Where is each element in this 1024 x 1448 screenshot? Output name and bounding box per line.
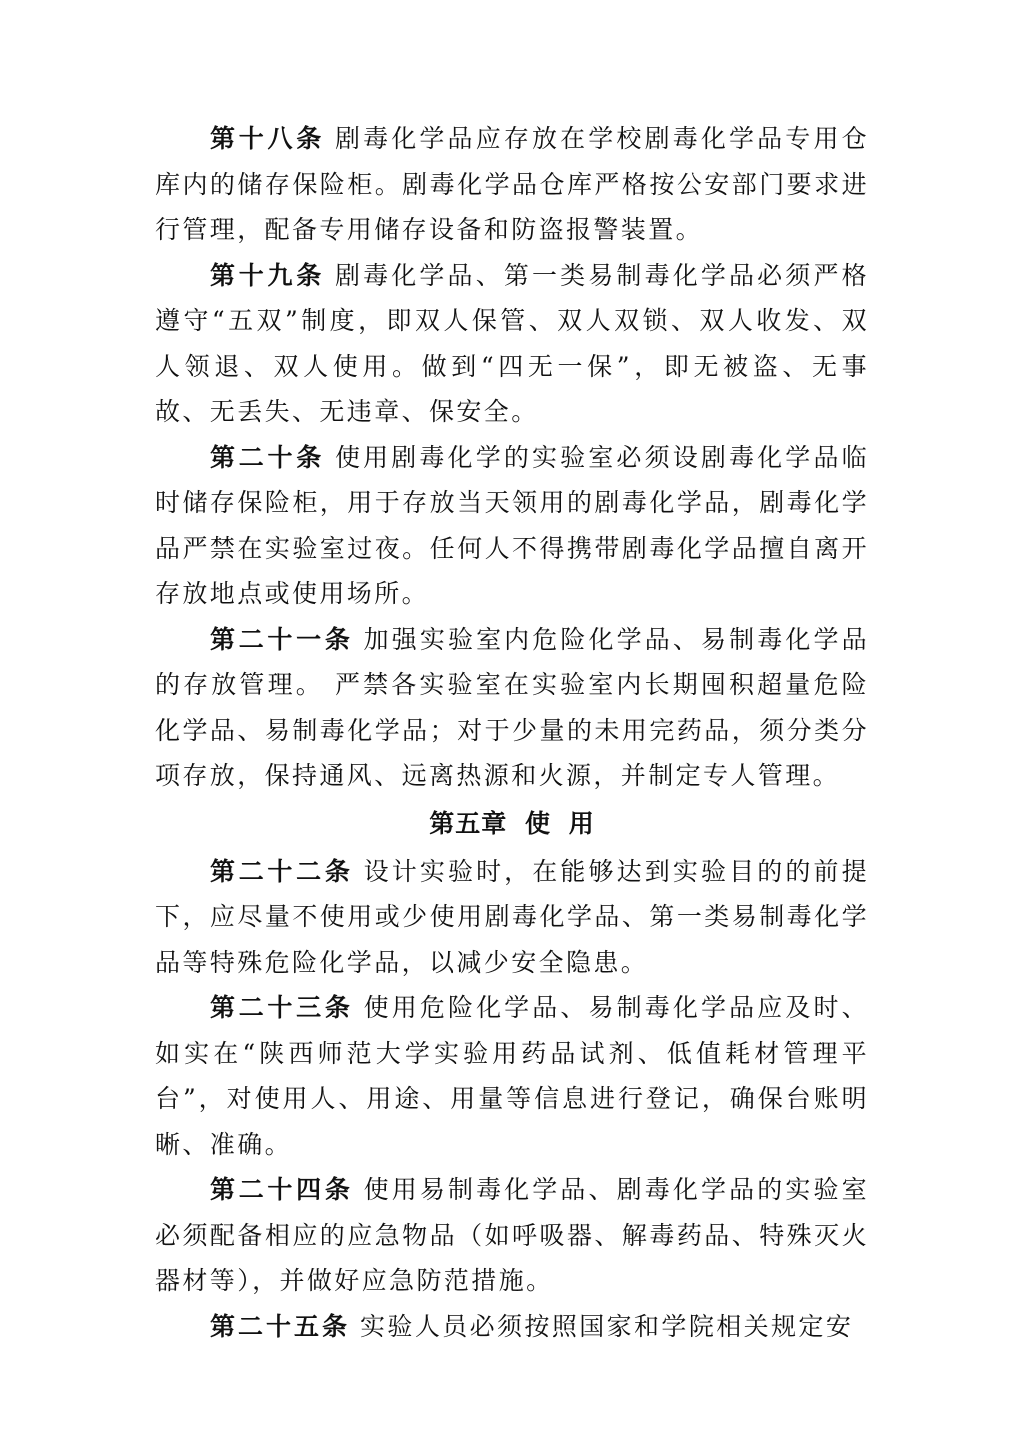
- article-number: 第二十四条: [210, 1175, 354, 1204]
- article-text: 实验人员必须按照国家和学院相关规定安: [360, 1311, 854, 1341]
- chapter-title: 第五章 使 用: [429, 808, 595, 838]
- article-20: [155, 435, 869, 617]
- article-text: 剧毒化学品、第一类易制毒化学品必须严格遵守“五双”制度，即双人保管、双人双锁、双人收发、双人领退、双人使用。做到“四无一保”，即无被盗、无事故、无丢失、无违章、保安全。: [155, 260, 869, 426]
- article-number: 第十九条: [210, 260, 325, 290]
- article-21: [155, 617, 869, 799]
- article-number: 第二十一条: [210, 624, 354, 654]
- article-19: [155, 253, 869, 435]
- article-number: 第十八条: [210, 124, 325, 153]
- article-number: 第二十五条: [210, 1311, 351, 1341]
- article-23: [155, 985, 869, 1167]
- article-text: 使用剧毒化学的实验室必须设剧毒化学品临时储存保险柜，用于存放当天领用的剧毒化学品，剧毒化学品严禁在实验室过夜。任何人不得携带剧毒化学品擅自离开存放地点或使用场所。: [155, 442, 869, 608]
- article-number: 第二十三条: [210, 993, 354, 1022]
- article-text: 使用危险化学品、易制毒化学品应及时、如实在“陕西师范大学实验用药品试剂、低值耗材管理平台”，对使用人、用途、用量等信息进行登记，确保台账明晰、准确。: [155, 993, 869, 1159]
- document-page: [155, 116, 869, 1349]
- article-text: 加强实验室内危险化学品、易制毒化学品的存放管理。 严禁各实验室在实验室内长期囤积超量危险化学品、易制毒化学品；对于少量的未用完药品，须分类分项存放，保持通风、远离热源和火源，并制定专人管理。: [155, 624, 869, 790]
- article-18: [155, 116, 869, 253]
- article-number: 第二十条: [210, 442, 325, 472]
- article-22: [155, 849, 869, 986]
- article-24: [155, 1167, 869, 1304]
- article-text: 使用易制毒化学品、剧毒化学品的实验室必须配备相应的应急物品（如呼吸器、解毒药品、特殊灭火器材等），并做好应急防范措施。: [155, 1175, 869, 1295]
- article-text: 剧毒化学品应存放在学校剧毒化学品专用仓库内的储存保险柜。剧毒化学品仓库严格按公安部门要求进行管理，配备专用储存设备和防盗报警装置。: [155, 124, 869, 244]
- article-text: 设计实验时，在能够达到实验目的的前提下，应尽量不使用或少使用剧毒化学品、第一类易制毒化学品等特殊危险化学品，以减少安全隐患。: [155, 856, 869, 977]
- article-25: [155, 1304, 869, 1350]
- article-number: 第二十二条: [210, 856, 354, 886]
